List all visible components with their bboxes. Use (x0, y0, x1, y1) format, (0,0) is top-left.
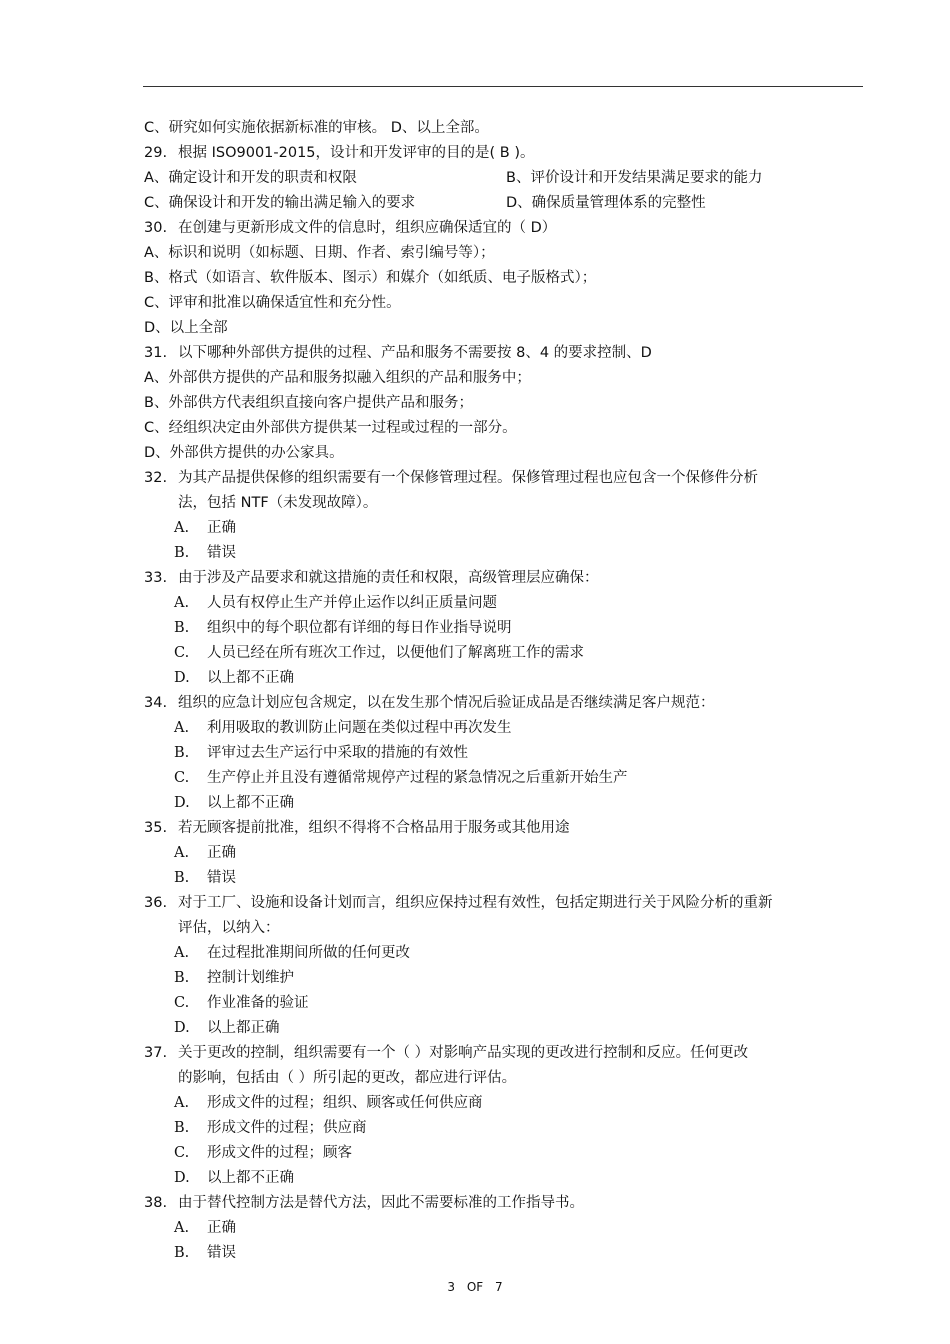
document-body (144, 116, 866, 1266)
q33-option-d: D. 以上都不正确 (174, 670, 294, 686)
q31-option-a: A、外部供方提供的产品和服务拟融入组织的产品和服务中； (144, 370, 531, 386)
q38-option-a: A. 正确 (174, 1220, 236, 1236)
q34-option-b: B. 评审过去生产运行中采取的措施的有效性 (174, 745, 468, 761)
q37-option-d: D. 以上都不正确 (174, 1170, 294, 1186)
question-33: 33. 由于涉及产品要求和就这措施的责任和权限，高级管理层应确保： (144, 570, 599, 586)
q38-option-b: B. 错误 (174, 1245, 236, 1261)
page-number: 3 (447, 1280, 455, 1294)
question-31: 31. 以下哪种外部供方提供的过程、产品和服务不需要按 8、4 的要求控制、D (144, 345, 652, 361)
q30-option-d: D、以上全部 (144, 320, 228, 336)
question-30: 30. 在创建与更新形成文件的信息时，组织应确保适宜的（ D） (144, 220, 557, 236)
q30-option-c: C、评审和批准以确保适宜性和充分性。 (144, 295, 401, 311)
question-36-cont: 评估，以纳入： (178, 920, 280, 936)
q36-option-d: D. 以上都正确 (174, 1020, 280, 1036)
question-36: 36. 对于工厂、设施和设备计划而言，组织应保持过程有效性，包括定期进行关于风险分析的重新 (144, 895, 773, 911)
question-35: 35. 若无顾客提前批准，组织不得将不合格品用于服务或其他用途 (144, 820, 570, 836)
q36-option-b: B. 控制计划维护 (174, 970, 294, 986)
q37-option-c: C. 形成文件的过程；顾客 (174, 1145, 352, 1161)
q33-option-c: C. 人员已经在所有班次工作过，以便他们了解离班工作的需求 (174, 645, 584, 661)
question-34: 34. 组织的应急计划应包含规定，以在发生那个情况后验证成品是否继续满足客户规范： (144, 695, 715, 711)
header-rule (143, 86, 863, 87)
q36-option-a: A. 在过程批准期间所做的任何更改 (174, 945, 410, 961)
q30-option-a: A、标识和说明（如标题、日期、作者、索引编号等）； (144, 245, 495, 261)
q31-option-b: B、外部供方代表组织直接向客户提供产品和服务； (144, 395, 473, 411)
q37-option-a: A. 形成文件的过程；组织、顾客或任何供应商 (174, 1095, 483, 1111)
q36-option-c: C. 作业准备的验证 (174, 995, 309, 1011)
q29-options-cd: C、确保设计和开发的输出满足输入的要求 D、确保质量管理体系的完整性 (144, 195, 706, 211)
q29-options-ab: A、确定设计和开发的职责和权限 B、评价设计和开发结果满足要求的能力 (144, 170, 763, 186)
q30-option-b: B、格式（如语言、软件版本、图示）和媒介（如纸质、电子版格式）； (144, 270, 597, 286)
q35-option-b: B. 错误 (174, 870, 236, 886)
q34-option-a: A. 利用吸取的教训防止问题在类似过程中再次发生 (174, 720, 512, 736)
q33-option-a: A. 人员有权停止生产并停止运作以纠正质量问题 (174, 595, 497, 611)
q31-option-c: C、经组织决定由外部供方提供某一过程或过程的一部分。 (144, 420, 517, 436)
question-37-cont: 的影响，包括由（ ）所引起的更改，都应进行评估。 (178, 1070, 517, 1086)
question-32-cont: 法，包括 NTF（未发现故障）。 (178, 495, 378, 511)
q35-option-a: A. 正确 (174, 845, 236, 861)
q34-option-c: C. 生产停止并且没有遵循常规停产过程的紧急情况之后重新开始生产 (174, 770, 628, 786)
q28-options-cd: C、研究如何实施依据新标准的审核。 D、以上全部。 (144, 120, 489, 136)
q37-option-b: B. 形成文件的过程；供应商 (174, 1120, 367, 1136)
q32-option-a: A. 正确 (174, 520, 236, 536)
question-32: 32. 为其产品提供保修的组织需要有一个保修管理过程。保修管理过程也应包含一个保修件分析 (144, 470, 758, 486)
page-of-label: OF (466, 1280, 484, 1294)
question-37: 37. 关于更改的控制，组织需要有一个（ ）对影响产品实现的更改进行控制和反应。任何更改 (144, 1045, 749, 1061)
question-29: 29. 根据 ISO9001-2015，设计和开发评审的目的是( B )。 (144, 145, 535, 161)
page-footer (0, 1280, 950, 1294)
page-total: 7 (495, 1280, 503, 1294)
q31-option-d: D、外部供方提供的办公家具。 (144, 445, 344, 461)
q33-option-b: B. 组织中的每个职位都有详细的每日作业指导说明 (174, 620, 512, 636)
q34-option-d: D. 以上都不正确 (174, 795, 294, 811)
q32-option-b: B. 错误 (174, 545, 236, 561)
question-38: 38. 由于替代控制方法是替代方法，因此不需要标准的工作指导书。 (144, 1195, 584, 1211)
